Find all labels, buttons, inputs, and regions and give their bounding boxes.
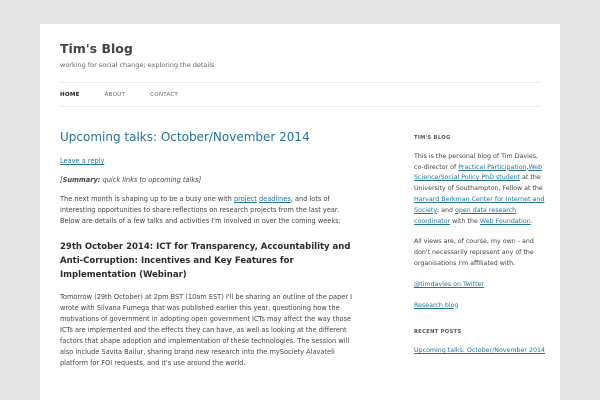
- research-blog-link[interactable]: Research blog: [414, 301, 459, 309]
- twitter-link[interactable]: @timdavies on Twitter: [414, 280, 485, 288]
- phd-student-link[interactable]: Web Science/Social Policy PhD student: [414, 163, 543, 182]
- talk-heading: 29th October 2014: ICT for Transparency, Accountability and Anti-Corruption: Incentives and Key Features for Implementation (Webinar): [60, 242, 351, 280]
- intro-text-1: The next month is shaping up to be a busy one with: [60, 195, 234, 203]
- sidebar-research-blog: [414, 301, 546, 312]
- berkman-center-link[interactable]: Harvard Berkman Center for Internet and Society: [414, 195, 545, 214]
- practical-participation-link[interactable]: Practical Participation: [458, 163, 527, 171]
- page: [40, 24, 560, 400]
- site-description: working for social change; exploring the details: [60, 61, 215, 69]
- site-title[interactable]: Tim's Blog: [60, 41, 133, 56]
- open-data-research-link[interactable]: open data research coordinator: [414, 206, 517, 225]
- web-foundation-link[interactable]: Web Foundation: [479, 217, 531, 225]
- post-content: [60, 130, 360, 369]
- bio-text-1: This is the personal blog of Tim Davies, co-director of: [414, 152, 538, 171]
- nav-item-about[interactable]: ABOUT: [104, 92, 126, 98]
- summary-label: Summary:: [62, 176, 101, 184]
- deadlines-link[interactable]: deadlines: [258, 195, 291, 203]
- project-link[interactable]: project: [233, 195, 257, 203]
- talk-paragraph: Tomorrow (29th October) at 2pm BST (10am EST) I'll be sharing an outline of the paper I wrote with Silvana Fumega that was published earlier this year, questioning how the motivations of government in adopting open government ICTs may affect the way those ICTs are implemented and the effects they can have, as well as looking at the different factors that shape adoption and implementation of these technologies. The session will also include Savita Bailur, sharing brand new research into the mySociety Alavateli platform for FOI requests, and it's use around the world.: [60, 293, 353, 367]
- leave-reply-link[interactable]: Leave a reply: [60, 157, 105, 165]
- bio-text-2: ,: [526, 163, 529, 171]
- post-title[interactable]: Upcoming talks: October/November 2014: [60, 130, 310, 144]
- bio-text-4: , and: [437, 206, 455, 214]
- sidebar-bio: [414, 152, 546, 228]
- bio-text-5: with the: [450, 217, 480, 225]
- post-intro: [60, 194, 360, 227]
- summary-text: quick links to upcoming talks: [100, 176, 199, 184]
- nav-item-home[interactable]: HOME: [60, 92, 80, 98]
- nav-item-contact[interactable]: CONTACT: [150, 92, 179, 98]
- intro-text-2: , and lots of interesting opportunities to share reflections on research projects from the last year. Below are details of a few talks and activities I'm involved in over the coming weeks:: [60, 195, 341, 225]
- main-navigation: [60, 92, 203, 98]
- sidebar-widget-title: TIM'S BLOG: [414, 135, 451, 141]
- nav-divider-top: [60, 82, 540, 83]
- recent-posts-list: [414, 346, 546, 357]
- sidebar: [414, 133, 546, 357]
- bio-text-6: .: [530, 217, 533, 225]
- recent-post-item[interactable]: Upcoming talks: October/November 2014: [414, 347, 546, 355]
- recent-posts-title: RECENT POSTS: [414, 329, 462, 336]
- sidebar-disclaimer: All views are, of course, my own - and don't necessarily represent any of the organisations I'm affiliated with.: [414, 238, 534, 267]
- nav-divider-bottom: [60, 106, 540, 107]
- bio-text-3: at the University of Southampton, Fellow at the: [414, 174, 543, 193]
- post-summary: [Summary: quick links to upcoming talks]: [60, 176, 202, 184]
- sidebar-twitter: [414, 280, 546, 291]
